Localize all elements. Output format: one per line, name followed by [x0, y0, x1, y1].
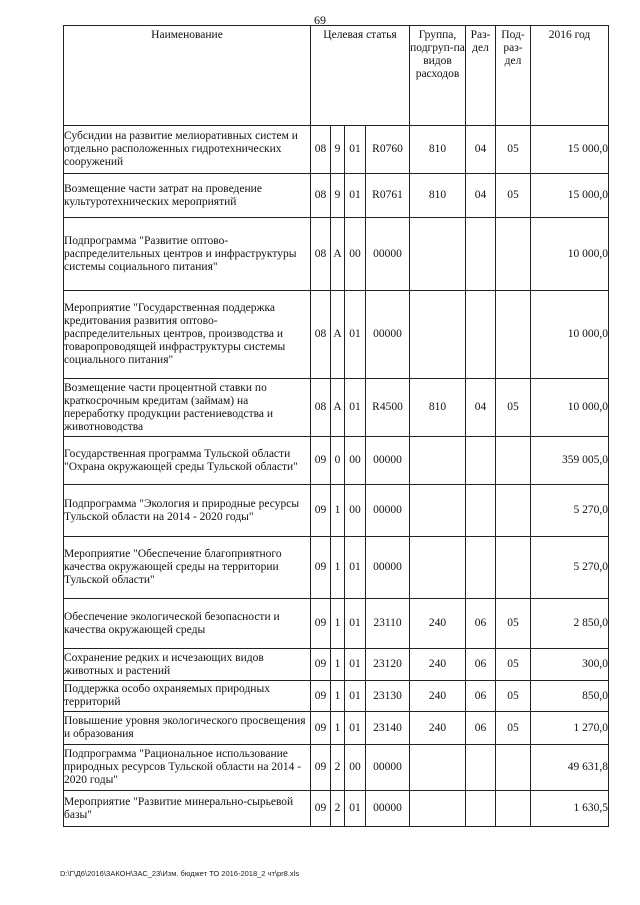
row-amount: 15 000,0 — [531, 174, 609, 218]
code-direction: 23130 — [366, 681, 410, 712]
code-direction: 00000 — [366, 485, 410, 537]
code-program: 08 — [311, 379, 331, 437]
code-activity: 01 — [345, 379, 366, 437]
code-subprogram: А — [331, 218, 345, 291]
row-subsection: 05 — [496, 126, 531, 174]
row-subsection: 05 — [496, 599, 531, 649]
code-activity: 00 — [345, 437, 366, 485]
row-subsection: 05 — [496, 174, 531, 218]
row-group: 240 — [410, 599, 466, 649]
code-direction: 00000 — [366, 791, 410, 827]
header-name: Наименование — [64, 26, 311, 126]
code-activity: 01 — [345, 649, 366, 681]
code-program: 09 — [311, 437, 331, 485]
row-name: Обеспечение экологической безопасности и качества окружающей среды — [64, 599, 311, 649]
row-group: 810 — [410, 379, 466, 437]
row-section: 04 — [466, 379, 496, 437]
header-section: Раз-дел — [466, 26, 496, 126]
table-row — [64, 291, 609, 379]
header-row — [64, 26, 609, 126]
code-program: 08 — [311, 291, 331, 379]
row-amount: 5 270,0 — [531, 537, 609, 599]
row-section — [466, 745, 496, 791]
table-row — [64, 218, 609, 291]
row-section: 06 — [466, 599, 496, 649]
code-activity: 01 — [345, 681, 366, 712]
row-name: Мероприятие "Обеспечение благоприятного качества окружающей среды на территории Тульской области" — [64, 537, 311, 599]
row-group: 810 — [410, 174, 466, 218]
code-subprogram: А — [331, 379, 345, 437]
code-activity: 01 — [345, 537, 366, 599]
row-section: 06 — [466, 649, 496, 681]
file-path-footer: D:\Г\Д6\2016\ЗАКОН\ЗАС_23\Изм. бюджет ТО 2016-2018_2 чт\pr8.xls — [60, 869, 300, 878]
row-amount: 359 005,0 — [531, 437, 609, 485]
row-subsection — [496, 791, 531, 827]
row-group: 240 — [410, 681, 466, 712]
table-row — [64, 174, 609, 218]
code-activity: 01 — [345, 291, 366, 379]
code-direction: R0761 — [366, 174, 410, 218]
table-row — [64, 537, 609, 599]
code-program: 09 — [311, 485, 331, 537]
header-year: 2016 год — [531, 26, 609, 126]
budget-table — [63, 25, 609, 827]
code-direction: 23140 — [366, 712, 410, 745]
row-name: Возмещение части затрат на проведение культуротехнических мероприятий — [64, 174, 311, 218]
code-program: 09 — [311, 537, 331, 599]
code-program: 09 — [311, 649, 331, 681]
row-group: 240 — [410, 712, 466, 745]
header-group: Группа, подгруп-па видов расходов — [410, 26, 466, 126]
code-subprogram: 2 — [331, 791, 345, 827]
row-section — [466, 218, 496, 291]
row-name: Возмещение части процентной ставки по краткосрочным кредитам (займам) на переработку продукции растениеводства и животноводства — [64, 379, 311, 437]
row-subsection — [496, 537, 531, 599]
row-section — [466, 791, 496, 827]
code-program: 09 — [311, 791, 331, 827]
row-amount: 2 850,0 — [531, 599, 609, 649]
code-activity: 01 — [345, 791, 366, 827]
table-row — [64, 485, 609, 537]
code-subprogram: 1 — [331, 537, 345, 599]
row-group — [410, 791, 466, 827]
row-subsection: 05 — [496, 681, 531, 712]
row-section — [466, 291, 496, 379]
row-section — [466, 485, 496, 537]
row-group — [410, 485, 466, 537]
header-target: Целевая статья — [311, 26, 410, 126]
row-section — [466, 437, 496, 485]
row-group: 810 — [410, 126, 466, 174]
table-row — [64, 745, 609, 791]
row-amount: 49 631,8 — [531, 745, 609, 791]
code-subprogram: 1 — [331, 599, 345, 649]
row-group — [410, 291, 466, 379]
row-name: Повышение уровня экологического просвещения и образования — [64, 712, 311, 745]
row-name: Подпрограмма "Экология и природные ресурсы Тульской области на 2014 - 2020 годы" — [64, 485, 311, 537]
table-row — [64, 599, 609, 649]
row-subsection — [496, 485, 531, 537]
row-subsection — [496, 745, 531, 791]
code-program: 09 — [311, 681, 331, 712]
row-amount: 5 270,0 — [531, 485, 609, 537]
row-section: 04 — [466, 174, 496, 218]
code-program: 08 — [311, 126, 331, 174]
row-subsection: 05 — [496, 649, 531, 681]
row-name: Подпрограмма "Развитие оптово-распределительных центров и инфраструктуры системы социального питания" — [64, 218, 311, 291]
table-row — [64, 126, 609, 174]
table-row — [64, 437, 609, 485]
code-activity: 01 — [345, 126, 366, 174]
row-section: 06 — [466, 712, 496, 745]
row-amount: 1 270,0 — [531, 712, 609, 745]
row-group — [410, 537, 466, 599]
table-row — [64, 791, 609, 827]
code-direction: 23120 — [366, 649, 410, 681]
table-row — [64, 681, 609, 712]
code-direction: 00000 — [366, 537, 410, 599]
code-subprogram: 1 — [331, 485, 345, 537]
row-name: Субсидии на развитие мелиоративных систем и отдельно расположенных гидротехнических сооружений — [64, 126, 311, 174]
code-subprogram: 9 — [331, 126, 345, 174]
code-program: 09 — [311, 599, 331, 649]
row-amount: 10 000,0 — [531, 379, 609, 437]
code-direction: R0760 — [366, 126, 410, 174]
table-row — [64, 649, 609, 681]
page-number: 69 — [314, 13, 326, 27]
row-amount: 10 000,0 — [531, 218, 609, 291]
row-group — [410, 437, 466, 485]
code-direction: R4500 — [366, 379, 410, 437]
table-row — [64, 712, 609, 745]
row-name: Мероприятие "Государственная поддержка кредитования развития оптово-распределительных центров, производства и товаропроводящей инфраструктуры системы социального питания" — [64, 291, 311, 379]
row-amount: 10 000,0 — [531, 291, 609, 379]
row-name: Сохранение редких и исчезающих видов животных и растений — [64, 649, 311, 681]
code-direction: 00000 — [366, 291, 410, 379]
code-direction: 00000 — [366, 745, 410, 791]
code-activity: 01 — [345, 712, 366, 745]
row-name: Поддержка особо охраняемых природных территорий — [64, 681, 311, 712]
header-subsection: Под-раз-дел — [496, 26, 531, 126]
row-section: 06 — [466, 681, 496, 712]
code-subprogram: 0 — [331, 437, 345, 485]
code-subprogram: 2 — [331, 745, 345, 791]
row-subsection: 05 — [496, 379, 531, 437]
row-name: Подпрограмма "Рациональное использование природных ресурсов Тульской области на 2014 - 2020 годы" — [64, 745, 311, 791]
code-direction: 00000 — [366, 218, 410, 291]
row-subsection: 05 — [496, 712, 531, 745]
code-activity: 00 — [345, 218, 366, 291]
code-direction: 23110 — [366, 599, 410, 649]
code-subprogram: 1 — [331, 649, 345, 681]
row-amount: 15 000,0 — [531, 126, 609, 174]
code-activity: 00 — [345, 745, 366, 791]
code-program: 09 — [311, 712, 331, 745]
row-name: Государственная программа Тульской области "Охрана окружающей среды Тульской области" — [64, 437, 311, 485]
row-subsection — [496, 437, 531, 485]
code-activity: 01 — [345, 174, 366, 218]
code-program: 08 — [311, 218, 331, 291]
code-activity: 00 — [345, 485, 366, 537]
code-subprogram: А — [331, 291, 345, 379]
row-amount: 300,0 — [531, 649, 609, 681]
row-group — [410, 218, 466, 291]
row-subsection — [496, 291, 531, 379]
table-row — [64, 379, 609, 437]
row-subsection — [496, 218, 531, 291]
row-amount: 850,0 — [531, 681, 609, 712]
row-section — [466, 537, 496, 599]
code-direction: 00000 — [366, 437, 410, 485]
row-group: 240 — [410, 649, 466, 681]
code-program: 08 — [311, 174, 331, 218]
code-subprogram: 1 — [331, 712, 345, 745]
row-name: Мероприятие "Развитие минерально-сырьевой базы" — [64, 791, 311, 827]
row-section: 04 — [466, 126, 496, 174]
code-program: 09 — [311, 745, 331, 791]
code-activity: 01 — [345, 599, 366, 649]
code-subprogram: 1 — [331, 681, 345, 712]
row-group — [410, 745, 466, 791]
code-subprogram: 9 — [331, 174, 345, 218]
row-amount: 1 630,5 — [531, 791, 609, 827]
